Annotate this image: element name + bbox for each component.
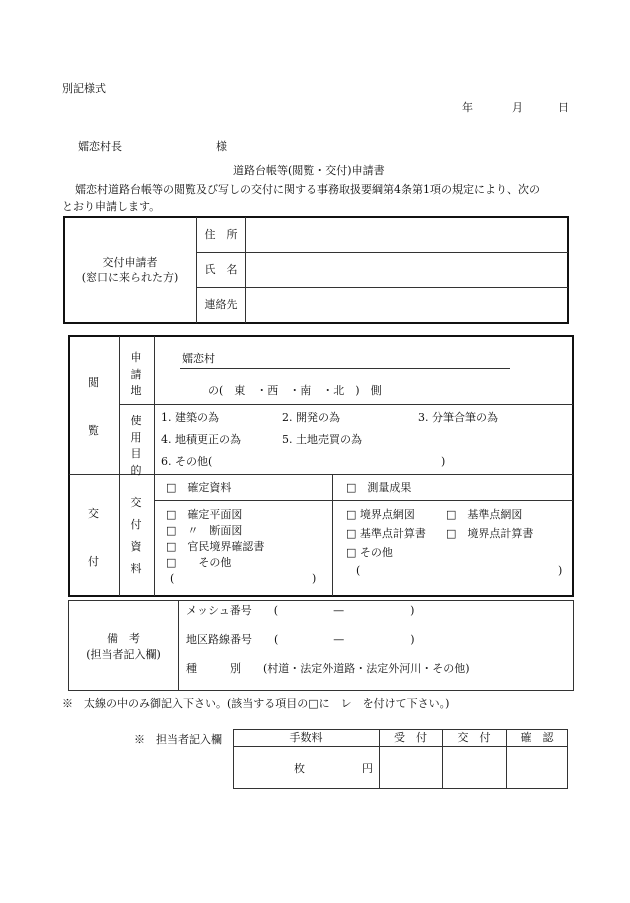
address-input[interactable] bbox=[247, 218, 567, 251]
remarks-label: 備 考 bbox=[107, 632, 140, 645]
mesh-number-field[interactable]: メッシュ番号 ( — ) bbox=[186, 604, 415, 617]
viewing-section-label-2: 覧 bbox=[88, 424, 99, 437]
purpose-1[interactable]: 1. 建築の為 bbox=[161, 411, 219, 424]
viewing-section-label: 閲 bbox=[88, 376, 99, 389]
purpose-label: 使 用 目 的 bbox=[130, 414, 142, 477]
confirmed-other-close: ) bbox=[312, 572, 317, 585]
reference-network-item[interactable]: □ 基準点網図 bbox=[446, 508, 523, 521]
addressee-name: 嬬恋村長 bbox=[78, 140, 122, 153]
fee-unit-sheets: 枚 bbox=[294, 762, 305, 775]
form-label: 別記様式 bbox=[62, 82, 106, 95]
boundary-calc-item[interactable]: □ 境界点計算書 bbox=[446, 527, 534, 540]
instruction-note: ※ 太線の中のみ御記入下さい。(該当する項目の□に レ を付けて下さい。) bbox=[62, 697, 450, 710]
fee-header: 手数料 bbox=[289, 731, 323, 744]
direction-options[interactable]: の( 東 ・西 ・南 ・北 ) 側 bbox=[208, 384, 382, 397]
survey-results-header[interactable]: □ 測量成果 bbox=[346, 481, 412, 494]
received-header: 受 付 bbox=[394, 731, 427, 744]
addressee-honorific: 様 bbox=[216, 140, 227, 153]
confirmed-header: 確 認 bbox=[520, 731, 554, 744]
purpose-3[interactable]: 3. 分筆合筆の為 bbox=[418, 411, 498, 424]
delivery-section-label: 交 bbox=[88, 507, 99, 520]
staff-label: ※ 担当者記入欄 bbox=[134, 733, 222, 746]
name-input[interactable] bbox=[247, 253, 567, 286]
village-name: 嬬恋村 bbox=[182, 352, 215, 365]
boundary-confirmation-item[interactable]: □ 官民境界確認書 bbox=[166, 540, 265, 553]
materials-label: 交 付 資 料 bbox=[130, 496, 142, 575]
route-number-field[interactable]: 地区路線番号 ( — ) bbox=[186, 633, 415, 646]
field-contact-label: 連絡先 bbox=[204, 298, 238, 311]
boundary-network-item[interactable]: □ 境界点網図 bbox=[346, 508, 415, 521]
intro-line-1: 嬬恋村道路台帳等の閲覧及び写しの交付に関する事務取扱要綱第4条第1項の規定により、次の bbox=[75, 183, 540, 196]
survey-other-item[interactable]: □ その他 bbox=[346, 546, 393, 559]
field-name-label: 氏 名 bbox=[204, 263, 238, 276]
date-day: 日 bbox=[558, 101, 569, 114]
confirmed-other-open: ( bbox=[170, 572, 175, 585]
remarks-sublabel: (担当者記入欄) bbox=[86, 648, 161, 661]
applicant-label: 交付申請者 bbox=[102, 256, 158, 269]
applicant-sublabel: (窓口に来られた方) bbox=[81, 271, 179, 284]
survey-other-close: ) bbox=[558, 564, 563, 577]
purpose-2[interactable]: 2. 開発の為 bbox=[282, 411, 340, 424]
purpose-4[interactable]: 4. 地積更正の為 bbox=[161, 433, 241, 446]
date-year: 年 bbox=[462, 101, 473, 114]
fee-unit-yen: 円 bbox=[362, 762, 373, 775]
confirmed-section-item[interactable]: □ 〃 断面図 bbox=[166, 524, 243, 537]
field-address-label: 住 所 bbox=[204, 228, 238, 241]
purpose-5[interactable]: 5. 土地売買の為 bbox=[282, 433, 362, 446]
purpose-6[interactable]: 6. その他( bbox=[161, 455, 213, 468]
confirmed-plan-item[interactable]: □ 確定平面図 bbox=[166, 508, 243, 521]
confirmed-other-item[interactable]: □ その他 bbox=[166, 556, 232, 569]
form-title: 道路台帳等(閲覧・交付)申請書 bbox=[233, 164, 385, 177]
delivery-section-label-2: 付 bbox=[88, 555, 99, 568]
confirmed-materials-header[interactable]: □ 確定資料 bbox=[166, 481, 232, 494]
intro-line-2: とおり申請します。 bbox=[62, 200, 161, 213]
purpose-6-close: ) bbox=[441, 455, 446, 468]
date-month: 月 bbox=[512, 101, 523, 114]
survey-other-open: ( bbox=[356, 564, 361, 577]
area-label: 申 請 地 bbox=[130, 351, 142, 397]
contact-input[interactable] bbox=[247, 288, 567, 322]
reference-calc-item[interactable]: □ 基準点計算書 bbox=[346, 527, 426, 540]
delivered-header: 交 付 bbox=[457, 731, 491, 744]
type-field[interactable]: 種 別 (村道・法定外道路・法定外河川・その他) bbox=[186, 662, 470, 675]
